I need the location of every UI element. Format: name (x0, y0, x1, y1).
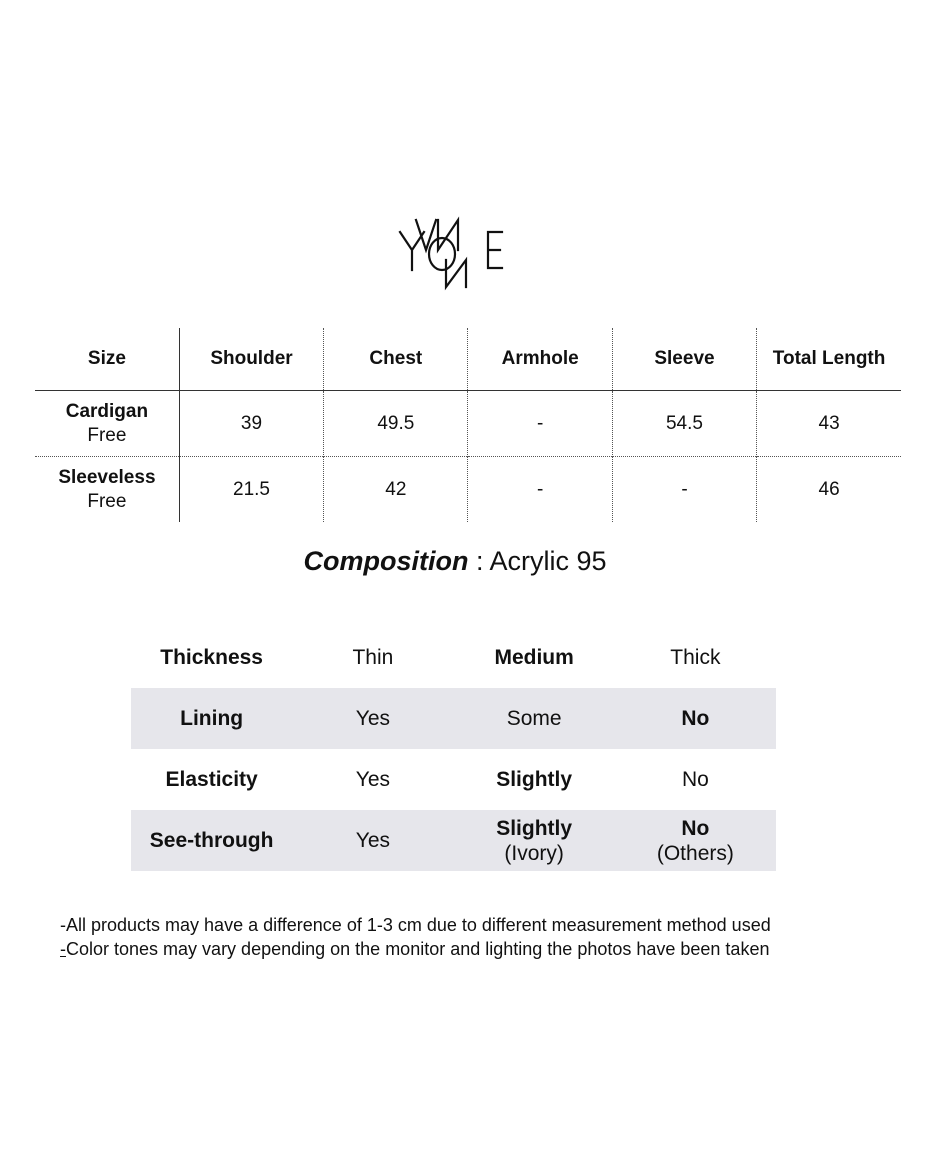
attr-row-thickness (131, 627, 776, 688)
attr-option-selected (454, 810, 615, 871)
header-chest: Chest (324, 328, 468, 391)
cell-total-length: 43 (757, 391, 901, 457)
attr-option-note: (Others) (656, 841, 734, 865)
note-color-tones (60, 937, 920, 961)
size-table-header-row (35, 328, 901, 391)
composition-label: Composition (303, 546, 469, 576)
attr-row-elasticity (131, 749, 776, 810)
cell-shoulder: 39 (179, 391, 323, 457)
attr-label: Thickness (160, 646, 263, 669)
yvonne-monogram-logo (390, 210, 520, 295)
attr-row-see-through (131, 810, 776, 871)
attr-option-selected: Slightly (496, 768, 573, 791)
row-label (35, 391, 179, 457)
attr-option-selected: Medium (494, 646, 574, 669)
attr-option: No (681, 768, 709, 791)
attr-option: Some (454, 688, 615, 749)
note-text: Color tones may vary depending on the monitor and lighting the photos have been taken (66, 939, 770, 959)
size-row-sleeveless (35, 457, 901, 523)
attr-label: Elasticity (165, 768, 258, 791)
row-name: Sleeveless (58, 466, 156, 488)
attr-option-selected: No (615, 688, 776, 749)
header-sleeve: Sleeve (612, 328, 756, 391)
composition-value: Acrylic 95 (489, 546, 607, 576)
attr-option-text: Slightly (496, 816, 573, 840)
attr-row-lining (131, 688, 776, 749)
cell-chest: 42 (324, 457, 468, 523)
note-measurement: -All products may have a difference of 1-3 cm due to different measurement method used (60, 915, 771, 935)
attr-label: Lining (131, 688, 292, 749)
fabric-attributes-table (131, 627, 776, 871)
header-shoulder: Shoulder (179, 328, 323, 391)
cell-sleeve: - (612, 457, 756, 523)
row-label (35, 457, 179, 523)
cell-sleeve: 54.5 (612, 391, 756, 457)
attr-option: Thick (670, 646, 721, 669)
attr-option: Yes (355, 768, 390, 791)
attr-option-selected (615, 810, 776, 871)
cell-total-length: 46 (757, 457, 901, 523)
header-armhole: Armhole (468, 328, 612, 391)
composition-separator: : (468, 546, 490, 576)
cell-armhole: - (468, 391, 612, 457)
disclaimer-notes (60, 913, 920, 961)
row-name: Cardigan (65, 400, 149, 422)
attr-label: See-through (131, 810, 292, 871)
header-size: Size (87, 348, 126, 369)
row-size: Free (87, 424, 127, 446)
cell-shoulder: 21.5 (179, 457, 323, 523)
header-total-length: Total Length (757, 328, 901, 391)
composition-line (0, 546, 910, 577)
cell-armhole: - (468, 457, 612, 523)
note-dash: - (60, 939, 66, 959)
attr-option: Yes (292, 688, 453, 749)
attr-option-note: (Ivory) (504, 841, 564, 865)
attr-option: Yes (292, 810, 453, 871)
size-table (35, 328, 901, 522)
row-size: Free (87, 490, 127, 512)
cell-chest: 49.5 (324, 391, 468, 457)
size-row-cardigan (35, 391, 901, 457)
attr-option-text: No (681, 816, 710, 840)
attr-option: Thin (352, 646, 394, 669)
